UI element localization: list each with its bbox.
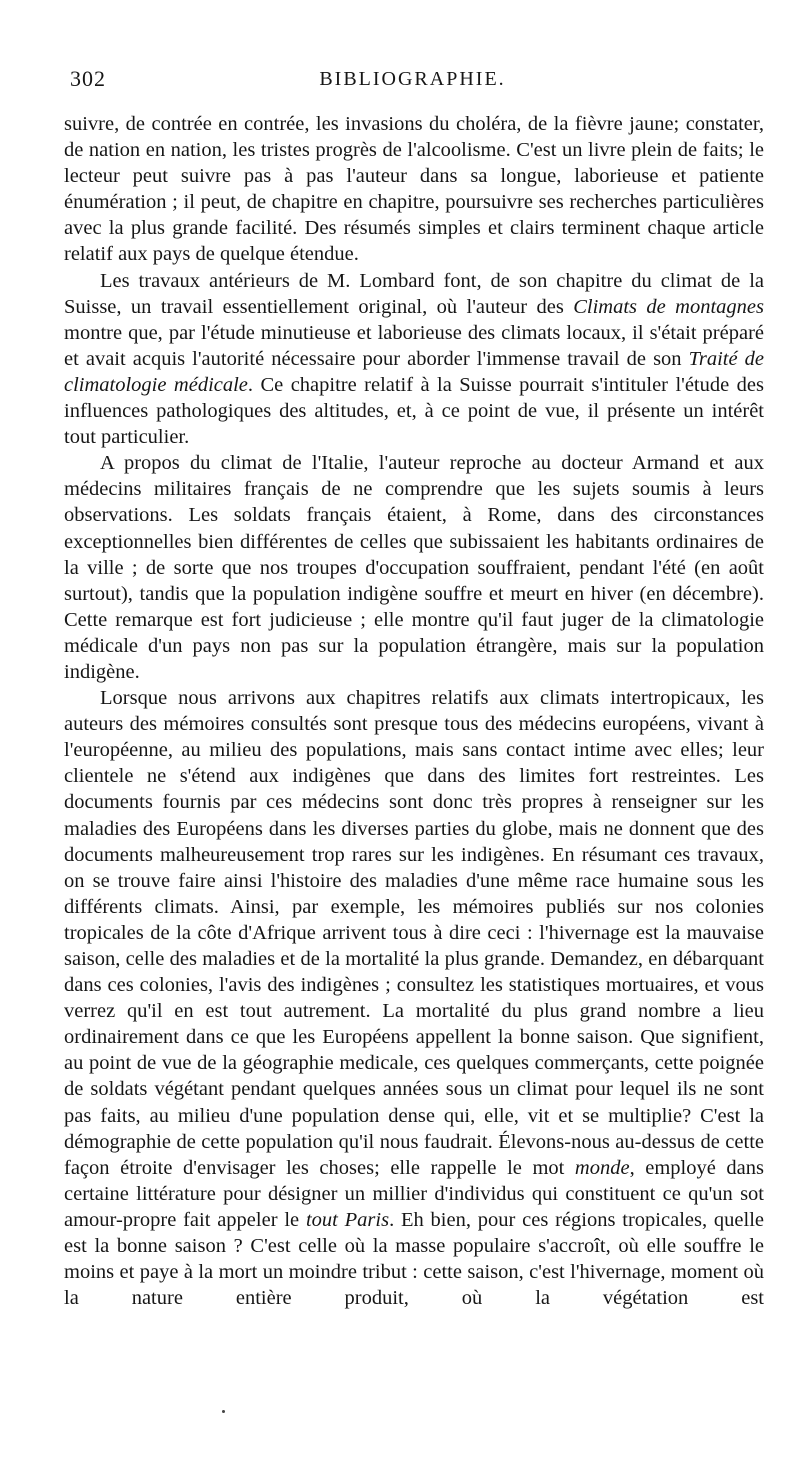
italic-phrase-tout-paris: tout Paris	[305, 1208, 390, 1231]
page-header	[70, 66, 755, 106]
paragraph-4-text-e: . Eh bien, pour ces régions tropicales, quelle est la bonne saison ? C'est celle où la masse populaire s'accroît, où elle souffre le moins et paye à la mort un moindre tribut : cette saison, c'est l'hivernage, moment où la nature entière produit, où la végétation est	[64, 1208, 764, 1310]
page-number: 302	[70, 66, 106, 91]
paragraph-2-text-c: montre que, par l'étude minutieuse et laborieuse des climats locaux, il s'était préparé et avait acquis l'autorité nécessaire pour aborder l'immense travail de son	[64, 321, 764, 370]
paragraph-4-text-a: Lorsque nous arrivons aux chapitres relatifs aux climats intertropicaux, les auteurs des mémoires consultés sont presque tous des médecins européens, vivant à l'européenne, au milieu des populations, mais sans contact intime avec elles; leur clientele ne s'étend aux indigènes que dans des limites fort restreintes. Les documents fournis par ces médecins sont donc très propres à renseigner sur les maladies des Européens dans les diverses parties du globe, mais ne donnent que des documents malheureusement trop rares sur les indigènes. En résumant ces travaux, on se trouve faire ainsi l'histoire des maladies d'une même race humaine sous les différents climats. Ainsi, par exemple, les mémoires publiés sur nos colonies tropicales de la côte d'Afrique arrivent tous à dire ceci : l'hivernage est la mauvaise saison, celle des maladies et de la mortalité la plus grande. Demandez, en débarquant dans ces colonies, l'avis des indigènes ; consultez les statistiques mortuaires, et vous verrez qu'il en est tout autrement. La mortalité du plus grand nombre a lieu ordinairement dans ce que les Européens appellent la bonne saison. Que signifient, au point de vue de la géographie medicale, ces quelques commerçants, cette poignée de soldats végétant pendant quelques années sous un climat pour lequel ils ne sont pas faits, au milieu d'une population dense qui, elle, vit et se multiplie? C'est la démographie de cette population qu'il nous faudrait. Élevons-nous au-dessus de cette façon étroite d'envisager les choses; elle rappelle le mot	[64, 687, 764, 1179]
book-title-traite-climatologie: Traité de climatologie médicale	[64, 347, 765, 396]
running-title: BIBLIOGRAPHIE.	[319, 68, 506, 90]
print-speck	[222, 1410, 225, 1413]
paragraph-2	[64, 268, 764, 451]
italic-word-monde: monde	[574, 1156, 630, 1179]
paragraph-1: suivre, de contrée en contrée, les invasions du choléra, de la fièvre jaune; constater, de nation en nation, les tristes progrès de l'alcoolisme. C'est un livre plein de faits; le lecteur peut suivre pas à pas l'auteur dans sa longue, laborieuse et patiente énumération ; il peut, de chapitre en chapitre, poursuivre ses recherches particulières avec la plus grande facilité. Des résumés simples et clairs terminent chaque article relatif aux pays de quelque étendue.	[64, 113, 764, 266]
paragraph-2-text-a: Les travaux antérieurs de M. Lombard font, de son chapitre du climat de la Suisse, un travail essentiellement original, où l'auteur des	[64, 269, 764, 318]
paragraph-3: A propos du climat de l'Italie, l'auteur reproche au docteur Armand et aux médecins militaires français de ne comprendre que les sujets soumis à leurs observations. Les soldats français étaient, à Rome, dans des circonstances exceptionnelles bien différentes de celles que subissaient les habitants ordinaires de la ville ; de sorte que nos troupes d'occupation souffraient, pendant l'été (en août surtout), tandis que la population indigène souffre et meurt en hiver (en décembre). Cette remarque est fort judicieuse ; elle montre qu'il faut juger de la climatologie médicale d'un pays non pas sur la population étrangère, mais sur la population indigène.	[64, 452, 764, 683]
paragraph-4-text-c: , employé dans certaine littérature pour désigner un millier d'individus qui constituent ce qu'un sot amour-propre fait appeler le	[64, 1156, 764, 1231]
paragraph-4	[64, 685, 764, 1311]
body-text	[64, 111, 764, 1311]
paragraph-2-text-e: . Ce chapitre relatif à la Suisse pourrait s'intituler l'étude des influences pathologiques des altitudes, et, à ce point de vue, il présente un intérêt tout particulier.	[64, 373, 764, 449]
book-title-climats-de-montagnes: Climats de montagnes	[573, 295, 764, 318]
